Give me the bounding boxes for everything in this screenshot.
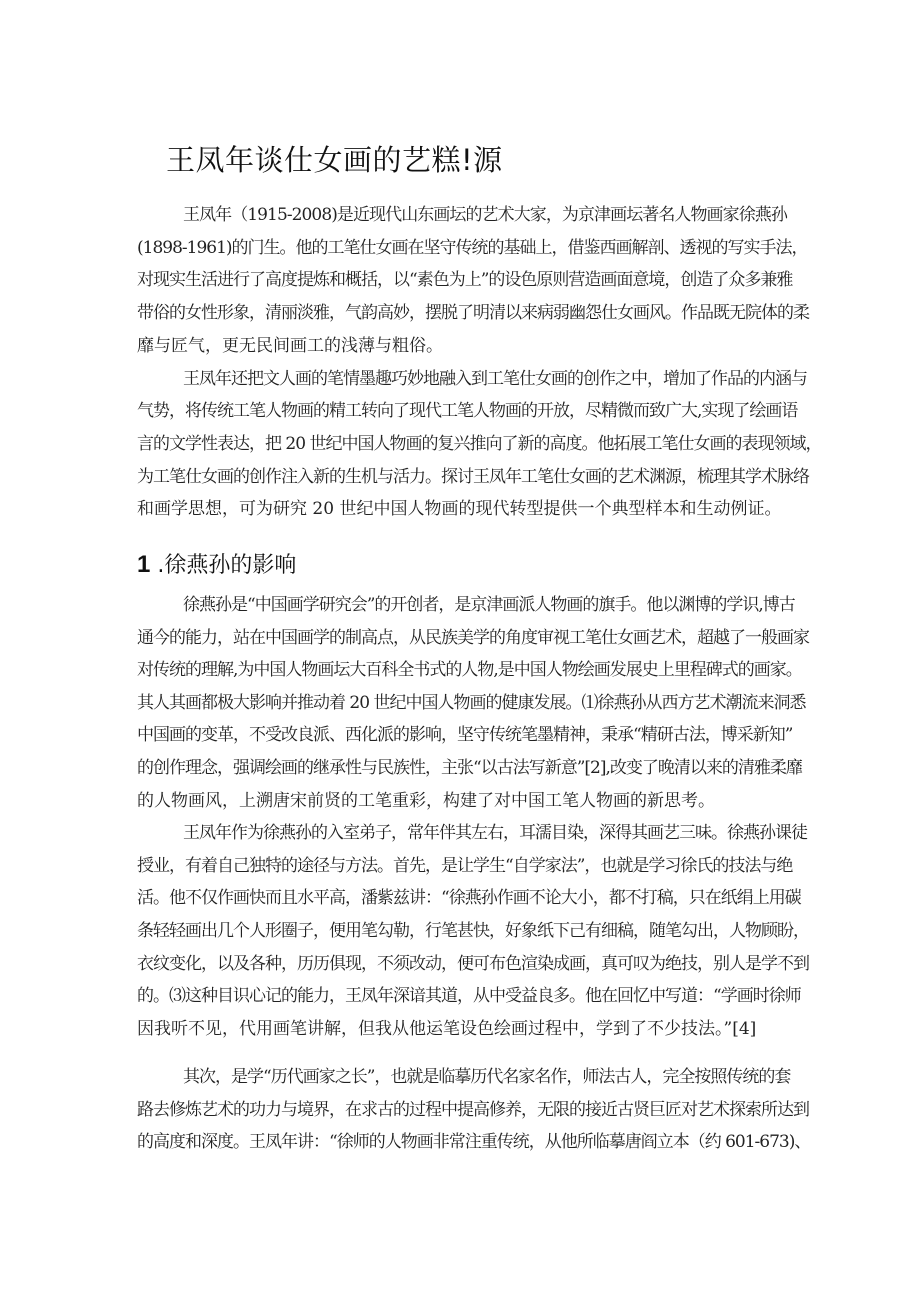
section-number: 1 <box>137 551 151 578</box>
paragraph-3-line-6: 的创作理念，强调绘画的继承性与民族性，主张“以古法写新意”[2],改变了晚清以来的清雅柔靡 <box>137 758 802 778</box>
paragraph-4-line-7: 因我听不见，代用画笔讲解，但我从他运笔设色绘画过程中，学到了不少技法。”[4] <box>137 1019 757 1039</box>
paragraph-4-line-3: 活。他不仅作画快而且水平高，潘紫兹讲：“徐燕孙作画不论大小，都不打稿，只在纸绢上用碳 <box>137 888 801 908</box>
paragraph-4-line-6: 的。⑶这种目识心记的能力，王凤年深谙其道，从中受益良多。他在回忆中写道：“学画时徐师 <box>137 986 801 1006</box>
paragraph-5-line-2: 路去修炼艺术的功力与境界，在求古的过程中提高修养，无限的接近古贤巨匠对艺术探索所达到 <box>137 1100 809 1120</box>
paragraph-5-line-1: 其次，是学“历代画家之长”，也就是临摹历代名家名作，师法古人，完全按照传统的套 <box>183 1067 791 1087</box>
paragraph-3-line-7: 的人物画风，上溯唐宋前贤的工笔重彩，构建了对中国工笔人物画的新思考。 <box>137 791 715 811</box>
paragraph-2-line-3: 言的文学性表达，把 20 世纪中国人物画的复兴推向了新的高度。他拓展工笔仕女画的表现领域， <box>137 434 822 454</box>
paragraph-5-line-3: 的高度和深度。王凤年讲：“徐师的人物画非常注重传统，从他所临摹唐阎立本（约 601-673)、 <box>137 1132 811 1152</box>
paragraph-2-line-2: 气势，将传统工笔人物画的精工转向了现代工笔人物画的开放，尽精微而致广大,实现了绘画语 <box>137 401 798 421</box>
paragraph-3-line-4: 其人其画都极大影响并推动着 20 世纪中国人物画的健康发展。⑴徐燕孙从西方艺术潮流来洞悉 <box>137 693 806 713</box>
paragraph-3-line-1: 徐燕孙是“中国画学研究会”的开创者，是京津画派人物画的旗手。他以渊博的学识,博古 <box>183 595 795 615</box>
paragraph-3-line-5: 中国画的变革，不受改良派、西化派的影响，坚守传统笔墨精神，秉承“精研古法，博采新知” <box>137 725 793 745</box>
paragraph-2-line-4: 为工笔仕女画的创作注入新的生机与活力。探讨王凤年工笔仕女画的艺术渊源，梳理其学术脉络 <box>137 467 809 487</box>
paragraph-4-line-1: 王凤年作为徐燕孙的入室弟子，常年伴其左右，耳濡目染，深得其画艺三味。徐燕孙课徒 <box>183 823 807 843</box>
paragraph-1-line-2: (1898-1961)的门生。他的工笔仕女画在坚守传统的基础上，借鉴西画解剖、透视的写实手法， <box>137 238 808 258</box>
paragraph-2-line-5: 和画学思想，可为研究 20 世纪中国人物画的现代转型提供一个典型样本和生动例证。 <box>137 499 782 519</box>
section-heading-text: .徐燕孙的影响 <box>150 553 297 578</box>
paragraph-1-line-3: 对现实生活进行了高度提炼和概括，以“素色为上”的设色原则营造画面意境，创造了众多兼雅 <box>137 270 793 290</box>
paragraph-4-line-5: 衣纹变化，以及各种，历历俱现，不须改动，便可布色渲染成画，真可叹为绝技，别人是学不到 <box>137 954 809 974</box>
paragraph-4-line-2: 授业，有着自己独特的途径与方法。首先，是让学生“自学家法”，也就是学习徐氏的技法与绝 <box>137 856 793 876</box>
section-heading-1 <box>137 548 296 583</box>
paragraph-1-line-1: 王凤年（1915-2008)是近现代山东画坛的艺术大家，为京津画坛著名人物画家徐燕孙 <box>183 205 787 225</box>
paragraph-4-line-4: 条轻轻画出几个人形圈子，便用笔勾勒，行笔甚快，好象纸下己有细稿，随笔勾出，人物顾盼， <box>137 921 809 941</box>
paragraph-3-line-3: 对传统的理解,为中国人物画坛大百科全书式的人物,是中国人物绘画发展史上里程碑式的画家。 <box>137 660 802 680</box>
paragraph-2-line-1: 王凤年还把文人画的笔情墨趣巧妙地融入到工笔仕女画的创作之中，增加了作品的内涵与 <box>183 369 807 389</box>
paragraph-3-line-2: 通今的能力，站在中国画学的制高点，从民族美学的角度审视工笔仕女画艺术，超越了一般画家 <box>137 628 809 648</box>
document-title: 王凤年谈仕女画的艺糕!源 <box>166 143 503 177</box>
paragraph-1-line-5: 靡与匠气，更无民间画工的浅薄与粗俗。 <box>137 336 443 356</box>
paragraph-1-line-4: 带俗的女性形象，清丽淡雅，气韵高妙，摆脱了明清以来病弱幽怨仕女画风。作品既无院体的柔 <box>137 303 809 323</box>
